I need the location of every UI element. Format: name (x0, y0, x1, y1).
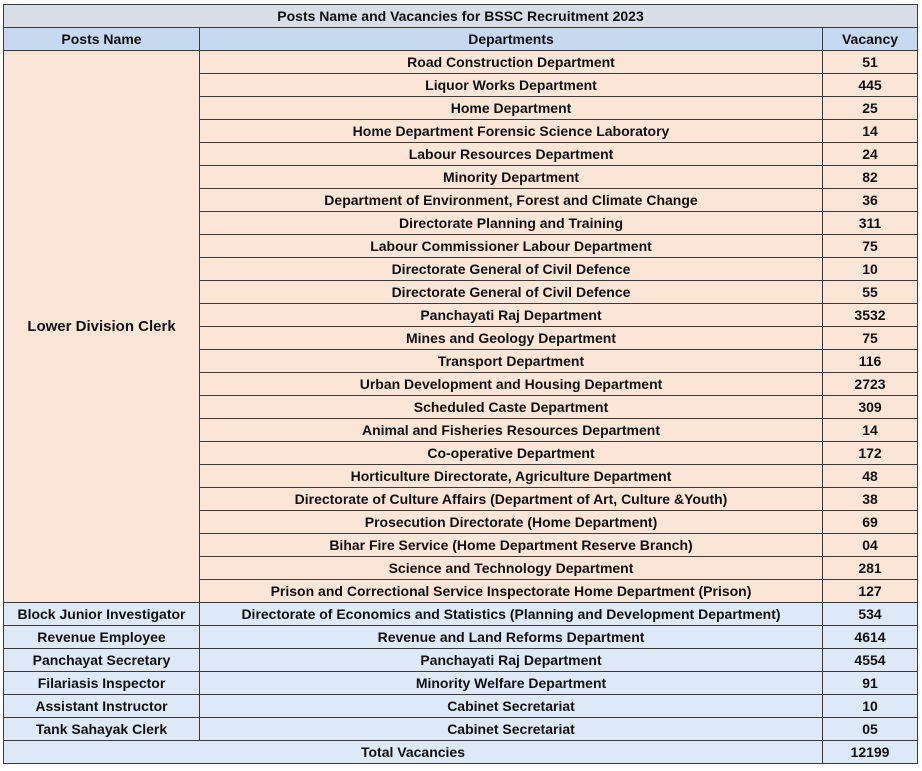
vacancy-cell: 534 (823, 603, 918, 626)
vacancy-cell: 38 (823, 488, 918, 511)
post-name-cell: Assistant Instructor (4, 695, 200, 718)
vacancy-cell: 10 (823, 695, 918, 718)
title-row (4, 5, 918, 28)
department-cell: Scheduled Caste Department (200, 396, 823, 419)
table-row (4, 603, 918, 626)
header-departments: Departments (200, 28, 823, 51)
vacancy-cell: 172 (823, 442, 918, 465)
department-cell: Revenue and Land Reforms Department (200, 626, 823, 649)
table-row (4, 626, 918, 649)
vacancy-cell: 75 (823, 327, 918, 350)
vacancy-cell: 281 (823, 557, 918, 580)
vacancy-cell: 55 (823, 281, 918, 304)
department-cell: Panchayati Raj Department (200, 649, 823, 672)
total-row (4, 741, 918, 764)
department-cell: Bihar Fire Service (Home Department Reserve Branch) (200, 534, 823, 557)
department-cell: Horticulture Directorate, Agriculture Department (200, 465, 823, 488)
vacancy-cell: 3532 (823, 304, 918, 327)
table-row (4, 649, 918, 672)
vacancy-cell: 82 (823, 166, 918, 189)
header-vacancy: Vacancy (823, 28, 918, 51)
vacancy-cell: 309 (823, 396, 918, 419)
vacancy-cell: 51 (823, 51, 918, 74)
vacancy-cell: 75 (823, 235, 918, 258)
department-cell: Department of Environment, Forest and Climate Change (200, 189, 823, 212)
department-cell: Urban Development and Housing Department (200, 373, 823, 396)
department-cell: Science and Technology Department (200, 557, 823, 580)
department-cell: Co-operative Department (200, 442, 823, 465)
department-cell: Labour Resources Department (200, 143, 823, 166)
header-posts-name: Posts Name (4, 28, 200, 51)
post-name-cell: Panchayat Secretary (4, 649, 200, 672)
vacancy-cell: 48 (823, 465, 918, 488)
department-cell: Directorate of Economics and Statistics (Planning and Development Department) (200, 603, 823, 626)
vacancy-table (3, 4, 918, 764)
post-name-cell: Tank Sahayak Clerk (4, 718, 200, 741)
vacancy-cell: 04 (823, 534, 918, 557)
department-cell: Prosecution Directorate (Home Department) (200, 511, 823, 534)
vacancy-cell: 14 (823, 419, 918, 442)
department-cell: Directorate General of Civil Defence (200, 258, 823, 281)
post-name-cell: Lower Division Clerk (4, 51, 200, 603)
vacancy-cell: 4554 (823, 649, 918, 672)
department-cell: Panchayati Raj Department (200, 304, 823, 327)
department-cell: Directorate General of Civil Defence (200, 281, 823, 304)
post-name-cell: Block Junior Investigator (4, 603, 200, 626)
table-row (4, 695, 918, 718)
department-cell: Animal and Fisheries Resources Department (200, 419, 823, 442)
department-cell: Directorate of Culture Affairs (Department of Art, Culture &Youth) (200, 488, 823, 511)
department-cell: Road Construction Department (200, 51, 823, 74)
total-label: Total Vacancies (4, 741, 823, 764)
department-cell: Prison and Correctional Service Inspectorate Home Department (Prison) (200, 580, 823, 603)
department-cell: Home Department (200, 97, 823, 120)
table-row (4, 672, 918, 695)
department-cell: Transport Department (200, 350, 823, 373)
header-row (4, 28, 918, 51)
table-row (4, 51, 918, 74)
department-cell: Liquor Works Department (200, 74, 823, 97)
table-row (4, 718, 918, 741)
vacancy-cell: 10 (823, 258, 918, 281)
vacancy-cell: 116 (823, 350, 918, 373)
post-name-cell: Filariasis Inspector (4, 672, 200, 695)
post-name-cell: Revenue Employee (4, 626, 200, 649)
vacancy-cell: 445 (823, 74, 918, 97)
vacancy-cell: 69 (823, 511, 918, 534)
vacancy-table-container (3, 4, 918, 764)
department-cell: Cabinet Secretariat (200, 695, 823, 718)
table-title: Posts Name and Vacancies for BSSC Recruitment 2023 (4, 5, 918, 28)
vacancy-cell: 91 (823, 672, 918, 695)
department-cell: Minority Department (200, 166, 823, 189)
department-cell: Home Department Forensic Science Laboratory (200, 120, 823, 143)
department-cell: Mines and Geology Department (200, 327, 823, 350)
department-cell: Minority Welfare Department (200, 672, 823, 695)
vacancy-cell: 14 (823, 120, 918, 143)
vacancy-cell: 2723 (823, 373, 918, 396)
vacancy-cell: 05 (823, 718, 918, 741)
department-cell: Cabinet Secretariat (200, 718, 823, 741)
vacancy-cell: 25 (823, 97, 918, 120)
vacancy-cell: 127 (823, 580, 918, 603)
vacancy-cell: 4614 (823, 626, 918, 649)
vacancy-cell: 311 (823, 212, 918, 235)
department-cell: Directorate Planning and Training (200, 212, 823, 235)
vacancy-cell: 24 (823, 143, 918, 166)
department-cell: Labour Commissioner Labour Department (200, 235, 823, 258)
total-value: 12199 (823, 741, 918, 764)
vacancy-cell: 36 (823, 189, 918, 212)
